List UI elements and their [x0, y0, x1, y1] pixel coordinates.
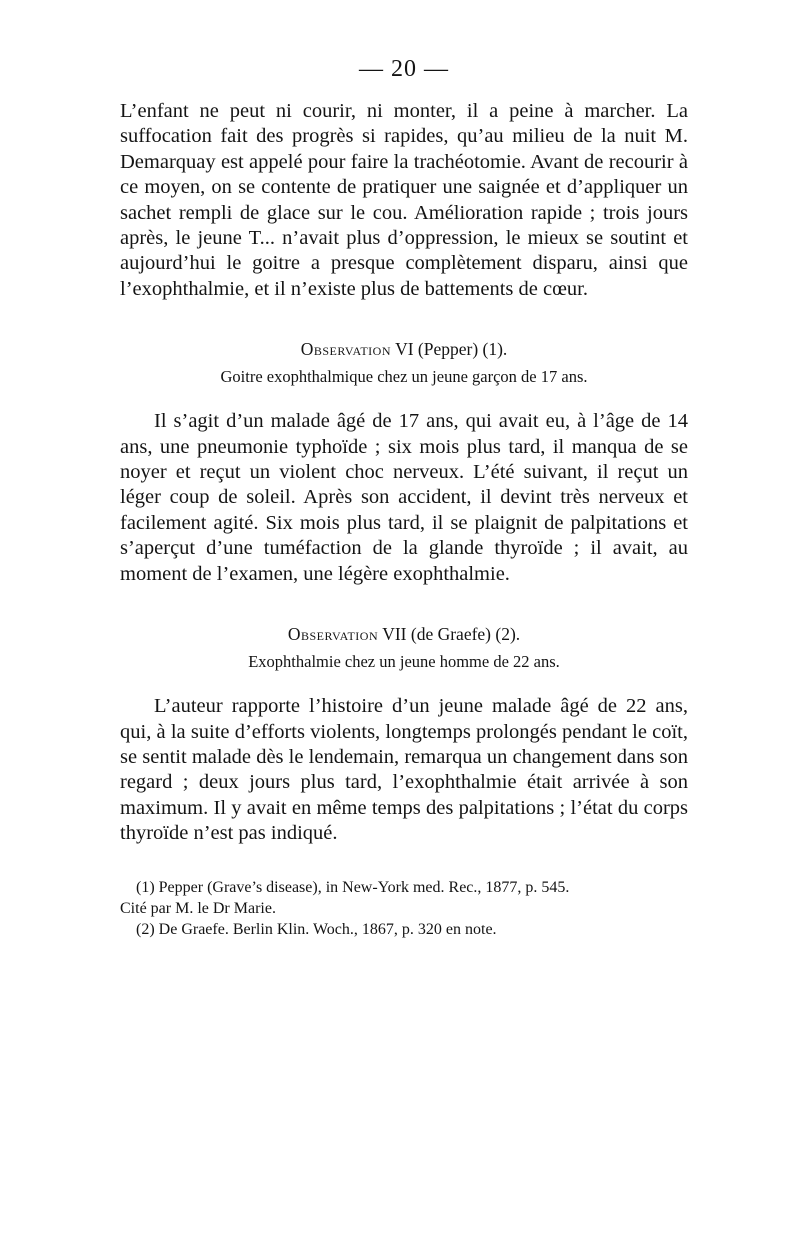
document-page: [120, 56, 688, 940]
observation-7-label: Observation: [287, 624, 379, 645]
observation-7-paragraph: L’auteur rapporte l’histoire d’un jeune malade âgé de 22 ans, qui, à la suite d’efforts violents, longtemps prolongés pendant le coït, se sentit malade dès le lendemain, remarqua un changement dans son regard ; deux jours plus tard, l’exophthalmie était arrivée à son maximum. Il y avait en même temps des palpitations ; l’état du corps thyroïde n’est pas indiqué.: [120, 695, 688, 845]
observation-6-paragraph: Il s’agit d’un malade âgé de 17 ans, qui avait eu, à l’âge de 14 ans, une pneumonie typhoïde ; six mois plus tard, il manqua de se noyer et reçut un violent choc nerveux. L’été suivant, il reçut un léger coup de soleil. Après son accident, il devint très nerveux et facilement agité. Six mois plus tard, il se plaignit de palpitations et s’aperçut d’une tuméfaction de la glande thyroïde ; il avait, au moment de l’examen, une légère exophthalmie.: [120, 410, 688, 585]
footnote-2: (2) De Graefe. Berlin Klin. Woch., 1867, p. 320 en note.: [136, 920, 497, 938]
footnote-1-continuation: Cité par M. le Dr Marie.: [120, 899, 276, 917]
observation-6-subtitle: Goitre exophthalmique chez un jeune garçon de 17 ans.: [220, 367, 588, 387]
observation-6-title: VI (Pepper) (1).: [395, 339, 508, 360]
footnote-1: (1) Pepper (Grave’s disease), in New-York med. Rec., 1877, p. 545.: [136, 878, 570, 896]
footnotes: [120, 877, 688, 940]
observation-7-subtitle: Exophthalmie chez un jeune homme de 22 ans.: [248, 652, 560, 672]
intro-paragraph: L’enfant ne peut ni courir, ni monter, il a peine à marcher. La suffocation fait des progrès si rapides, qu’au milieu de la nuit M. Demarquay est appelé pour faire la trachéotomie. Avant de recourir à ce moyen, on se contente de pratiquer une saignée et d’appliquer un sachet rempli de glace sur le cou. Amélioration rapide ; trois jours après, le jeune T... n’avait plus d’oppression, le mieux se soutint et aujourd’hui le goitre a presque complètement disparu, ainsi que l’exophthalmie, et il n’existe plus de battements de cœur.: [120, 100, 688, 300]
page-number: — 20 —: [359, 56, 449, 82]
observation-7-title: VII (de Graefe) (2).: [382, 624, 521, 645]
observation-7-heading: [120, 623, 688, 645]
observation-6-label: Observation: [300, 339, 391, 360]
observation-6-heading: [120, 338, 688, 360]
